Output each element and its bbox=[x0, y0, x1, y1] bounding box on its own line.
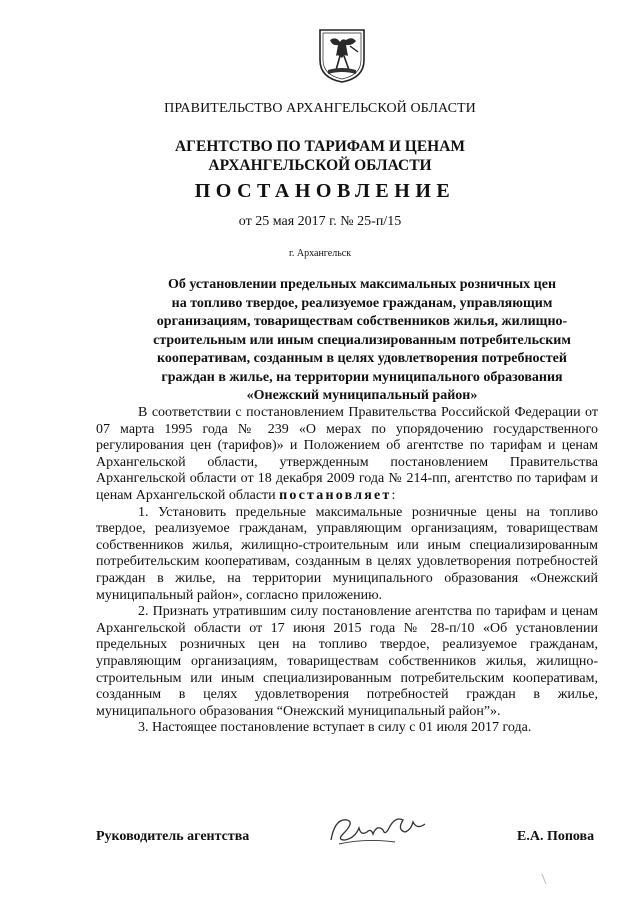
preamble-text: В соответствии с постановлением Правительства Российской Федерации от 07 марта 1995 года № 239 «О мерах по упорядочению государственного регулирования цен (тарифов)» и Положением об агентстве по тарифам и ценам Архангельской области, утвержденным постановлением Правительства Архангельской области от 18 декабря 2009 года № 214-пп, агентство по тарифам и ценам Архангельской области bbox=[96, 405, 598, 503]
agency-name bbox=[0, 137, 640, 175]
decree-word: постановляет bbox=[279, 487, 392, 503]
coat-of-arms-icon bbox=[316, 26, 368, 84]
agency-line-2: АРХАНГЕЛЬСКОЙ ОБЛАСТИ bbox=[208, 157, 432, 174]
paragraph-preamble bbox=[96, 405, 598, 505]
signatory-name: Е.А. Попова bbox=[517, 829, 595, 844]
document-city: г. Архангельск bbox=[288, 248, 352, 259]
agency-line-1: АГЕНТСТВО ПО ТАРИФАМ И ЦЕНАМ bbox=[174, 138, 466, 155]
document-body bbox=[96, 405, 598, 737]
document-date-number: от 25 мая 2017 г. № 25-п/15 bbox=[238, 214, 402, 229]
paragraph-item-1: 1. Установить предельные максимальные розничные цены на топливо твердое, реализуемое гражданам, управляющим организациям, товариществам собственников жилья, жилищно-строительным или иным специализированным потребительским кооперативам, созданным в целях удовлетворения потребностей граждан в жилье, на территории муниципального образования «Онежский муниципальный район», согласно приложению. bbox=[96, 504, 598, 603]
title-line: «Онежский муниципальный район» bbox=[246, 388, 478, 403]
title-line: строительным или иным специализированным потребительским bbox=[153, 332, 571, 348]
margin-mark-icon bbox=[540, 872, 548, 886]
preamble-end: : bbox=[391, 487, 396, 503]
signatory-position: Руководитель агентства bbox=[96, 829, 250, 844]
document-type: ПОСТАНОВЛЕНИЕ bbox=[194, 180, 456, 202]
paragraph-item-2: 2. Признать утратившим силу постановление агентства по тарифам и ценам Архангельской области от 17 июня 2015 года № 28-п/10 «Об установлении предельных розничных цен на топливо твердое, реализуемое гражданам, управляющим организациям, товариществам собственников жилья, жилищно-строительным или иным специализированным потребительским кооперативам, созданным в целях удовлетворения потребностей граждан в жилье, муниципального образования “Онежский муниципальный район”». bbox=[96, 604, 598, 719]
title-line: кооперативам, созданным в целях удовлетворения потребностей bbox=[157, 351, 567, 366]
title-line: на топливо твердое, реализуемое гражданам, управляющим bbox=[171, 295, 553, 311]
handwritten-signature bbox=[325, 810, 435, 850]
title-line: организациям, товариществам собственников жилья, жилищно- bbox=[156, 314, 568, 329]
government-name: ПРАВИТЕЛЬСТВО АРХАНГЕЛЬСКОЙ ОБЛАСТИ bbox=[164, 101, 476, 116]
document-title bbox=[96, 276, 628, 406]
paragraph-item-3: 3. Настоящее постановление вступает в силу с 01 июля 2017 года. bbox=[138, 720, 532, 736]
title-line: граждан в жилье, на территории муниципального образования bbox=[161, 369, 563, 385]
title-line: Об установлении предельных максимальных розничных цен bbox=[167, 277, 557, 292]
